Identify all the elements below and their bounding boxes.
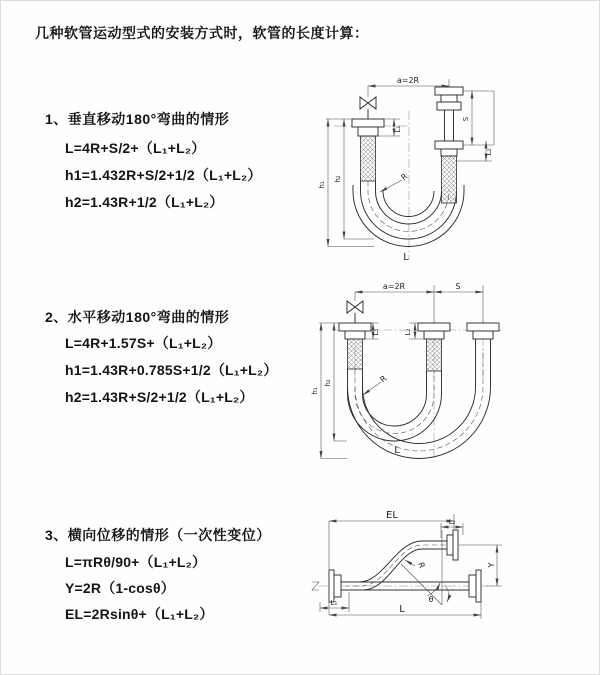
- curved-hose: [341, 541, 447, 590]
- bottom-right-flange: [469, 570, 481, 602]
- dim-label-l1: L₁: [394, 125, 402, 133]
- dimension-lines: [320, 514, 502, 619]
- diagram-horizontal-180-bend: [311, 279, 600, 467]
- section-2-formula-h1: h1=1.43R+0.785S+1/2（L₁+L₂）: [65, 362, 278, 378]
- length-label: L: [403, 252, 409, 263]
- dim-label-s: S: [462, 116, 470, 122]
- section-1-formula-h2: h2=1.43R+1/2（L₁+L₂）: [65, 194, 224, 210]
- section-1-formula-L: L=4R+S/2+（L₁+L₂）: [65, 140, 206, 156]
- dim-label-l2: L₂: [448, 518, 456, 526]
- dim-label-a2r: a=2R: [382, 282, 406, 291]
- dimension-lines: [326, 79, 494, 247]
- section-2-heading: 2、水平移动180°弯曲的情形: [45, 309, 230, 325]
- dim-label-l2: L₂: [404, 328, 412, 336]
- pipe-break-mark: [312, 582, 319, 590]
- section-2-formula-L: L=4R+1.57S+（L₁+L₂）: [65, 335, 222, 351]
- right-flange-connector: [435, 87, 463, 203]
- dim-label-s: S: [455, 282, 461, 291]
- hose-u-curves: [348, 349, 491, 459]
- diagram-lateral-displacement: [304, 504, 600, 654]
- dim-label-h1: h₁: [318, 181, 326, 189]
- dim-label-el: EL: [386, 510, 398, 521]
- section-3-heading: 3、横向位移的情形（一次性变位）: [45, 527, 271, 543]
- dim-label-y: Y: [487, 562, 496, 568]
- dim-label-l1: L₁: [372, 328, 380, 336]
- length-label: L: [394, 445, 400, 456]
- left-flange-connector: [339, 323, 371, 369]
- dim-label-l2: L₂: [485, 148, 493, 156]
- radius-label: R: [399, 171, 410, 183]
- dim-label-h1: h₁: [311, 387, 319, 395]
- dim-label-a2r: a=2R: [396, 76, 420, 85]
- valve-icon: [360, 86, 376, 119]
- dimension-lines: [319, 285, 483, 459]
- valve-icon: [347, 292, 363, 323]
- diagram-vertical-180-bend: [314, 73, 564, 263]
- section-3-formula-EL: EL=2Rsinθ+（L₁+L₂）: [65, 606, 214, 622]
- radius-label: R: [378, 373, 389, 385]
- dim-label-h2: h₂: [334, 175, 342, 183]
- section-2-formula-h2: h2=1.43R+S/2+1/2（L₁+L₂）: [65, 389, 254, 405]
- radius-label: R: [416, 561, 427, 570]
- left-flange: [329, 570, 341, 602]
- middle-flange-connector: [418, 323, 450, 371]
- left-flange-connector: [352, 119, 384, 181]
- angle-label: θ: [428, 595, 434, 604]
- section-3-formula-L: L=πRθ/90+（L₁+L₂）: [65, 554, 207, 570]
- top-right-flange: [447, 530, 458, 560]
- length-label: L: [399, 604, 405, 615]
- page-title: 几种软管运动型式的安装方式时，软管的长度计算：: [35, 25, 369, 41]
- section-1-heading: 1、垂直移动180°弯曲的情形: [45, 111, 230, 127]
- dim-label-l1: L₁: [330, 599, 338, 607]
- dim-label-h2: h₂: [324, 379, 332, 387]
- section-1-formula-h1: h1=1.432R+S/2+1/2（L₁+L₂）: [65, 167, 262, 183]
- section-3-formula-Y: Y=2R（1-cosθ）: [65, 580, 175, 596]
- centerlines: [319, 545, 492, 586]
